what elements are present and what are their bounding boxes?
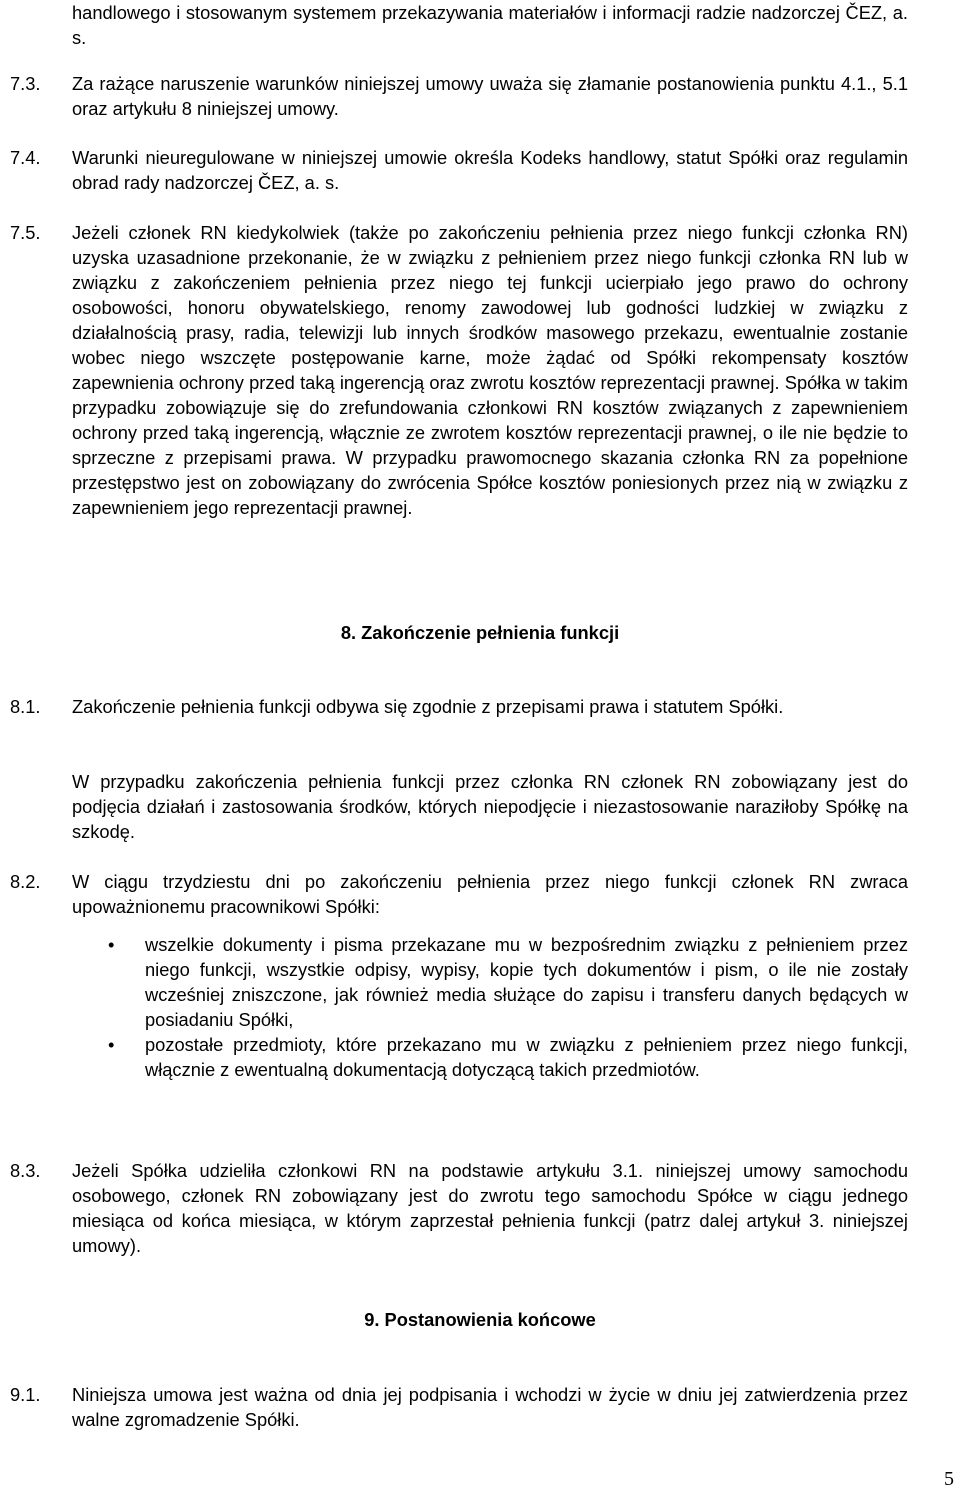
section-heading-8: 8. Zakończenie pełnienia funkcji (340, 622, 620, 643)
intro-continuation: handlowego i stosowanym systemem przekazywania materiałów i informacji radzie nadzorczej ČEZ, a. s. (72, 2, 908, 48)
clause-number: 7.5. (10, 222, 41, 243)
clause-text: Jeżeli Spółka udzieliła członkowi RN na podstawie artykułu 3.1. niniejszej umowy samochodu osobowego, członek RN zobowiązany jest do zwrotu tego samochodu Spółce w ciągu jednego miesiąca od końca miesiąca, w którym zaprzestał pełnienia funkcji (patrz dalej artykuł 3. niniejszej umowy). (72, 1160, 908, 1256)
clause-text: Zakończenie pełnienia funkcji odbywa się zgodnie z przepisami prawa i statutem Spółki. (72, 696, 784, 717)
clause-number: 9.1. (10, 1384, 41, 1405)
clause-8-1 (10, 694, 908, 719)
clause-number: 8.2. (10, 871, 41, 892)
clause-text: Warunki nieuregulowane w niniejszej umowie określa Kodeks handlowy, statut Spółki oraz regulamin obrad rady nadzorczej ČEZ, a. s. (72, 147, 908, 193)
clause-number: 7.3. (10, 73, 41, 94)
clause-8-3 (10, 1158, 908, 1258)
bullet-marker: • (108, 934, 115, 955)
clause-text: Za rażące naruszenie warunków niniejszej umowy uważa się złamanie postanowienia punktu 4.1., 5.1 oraz artykułu 8 niniejszej umowy. (72, 73, 908, 119)
paragraph-8-1-extra: W przypadku zakończenia pełnienia funkcji przez członka RN członek RN zobowiązany jest do podjęcia działań i zastosowania środków, których niepodjęcie i niezastosowanie naraziłoby Spółkę na szkodę. (72, 771, 908, 842)
clause-number: 8.3. (10, 1160, 41, 1181)
list-item (108, 1032, 908, 1082)
clause-number: 8.1. (10, 696, 41, 717)
clause-9-1 (10, 1382, 908, 1432)
bullet-marker: • (108, 1034, 115, 1055)
clause-7-4 (10, 145, 908, 195)
clause-text: Niniejsza umowa jest ważna od dnia jej podpisania i wchodzi w życie w dniu jej zatwierdzenia przez walne zgromadzenie Spółki. (72, 1384, 908, 1430)
clause-text: Jeżeli członek RN kiedykolwiek (także po zakończeniu pełnienia przez niego funkcji członka RN) uzyska uzasadnione przekonanie, że w związku z pełnieniem przez niego funkcji członka RN lub w związku z zakończeniem pełnienia przez niego tej funkcji ucierpiało jego prawo do ochrony osobowości, honoru obywatelskiego, renomy zawodowej lub godności ludzkiej w związku z działalnością prasy, radia, telewizji lub innych środków masowego przekazu, ewentualnie zostanie wobec niego wszczęte postępowanie karne, może żądać od Spółki rekompensaty kosztów zapewnienia ochrony przed taką ingerencją oraz zwrotu kosztów reprezentacji prawnej. Spółka w takim przypadku zobowiązuje się do zrefundowania członkowi RN kosztów związanych z zapewnieniem ochrony przed taką ingerencją, włącznie ze zwrotem kosztów reprezentacji prawnej, o ile nie będzie to sprzeczne z przepisami prawa. W przypadku prawomocnego skazania członka RN za popełnione przestępstwo jest on zobowiązany do zwrócenia Spółce kosztów poniesionych przez nią w związku z zapewnieniem jego reprezentacji prawnej. (72, 222, 908, 518)
clause-8-2 (10, 869, 908, 919)
list-item (108, 932, 908, 1032)
clause-number: 7.4. (10, 147, 41, 168)
clause-text: W ciągu trzydziestu dni po zakończeniu pełnienia przez niego funkcji członek RN zwraca upoważnionemu pracownikowi Spółki: (72, 871, 908, 917)
page-number: 5 (944, 1468, 954, 1490)
list-item-text: pozostałe przedmioty, które przekazano mu w związku z pełnieniem przez niego funkcji, włącznie z ewentualną dokumentacją dotyczącą takich przedmiotów. (145, 1034, 908, 1080)
section-heading-9: 9. Postanowienia końcowe (364, 1309, 596, 1330)
list-item-text: wszelkie dokumenty i pisma przekazane mu w bezpośrednim związku z pełnieniem przez niego funkcji, wszystkie odpisy, wypisy, kopie tych dokumentów i pism, o ile nie zostały wcześniej zniszczone, jak również media służące do zapisu i transferu danych będących w posiadaniu Spółki, (145, 934, 908, 1030)
clause-7-5 (10, 220, 908, 520)
clause-7-3 (10, 71, 908, 121)
